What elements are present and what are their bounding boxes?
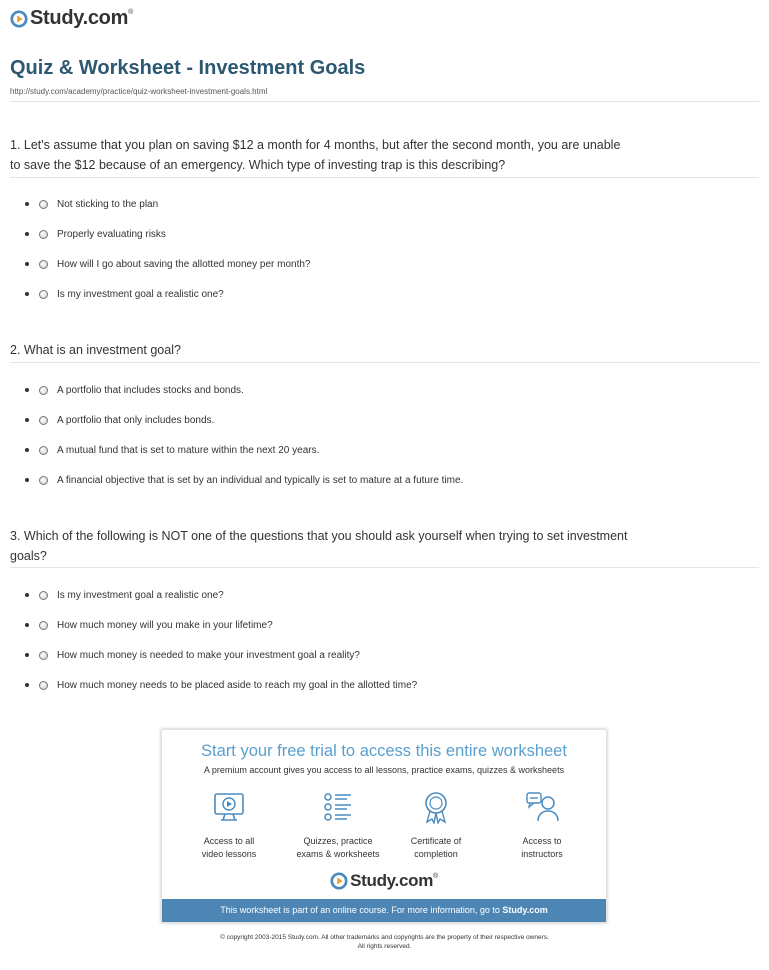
question-2-options — [25, 375, 463, 495]
radio-button-icon[interactable] — [39, 621, 48, 630]
radio-button-icon[interactable] — [39, 476, 48, 485]
question-1: 1. Let's assume that you plan on saving $12 a month for 4 months, but after the second month, you are unable to save the $12 because of an emergency. Which type of investing trap is this describing? — [10, 138, 621, 172]
bullet-icon — [25, 262, 29, 266]
play-logo-icon — [330, 872, 348, 890]
feature-instructors — [487, 790, 597, 861]
divider — [10, 362, 759, 363]
answer-option[interactable]: A portfolio that only includes bonds. — [25, 405, 463, 435]
logo-text: Study.com® — [350, 871, 438, 890]
answer-option[interactable]: How much money will you make in your lifetime? — [25, 610, 417, 640]
study-logo[interactable] — [10, 7, 133, 30]
radio-button-icon[interactable] — [39, 290, 48, 299]
bullet-icon — [25, 478, 29, 482]
radio-button-icon[interactable] — [39, 260, 48, 269]
bullet-icon — [25, 623, 29, 627]
bullet-icon — [25, 418, 29, 422]
study-link[interactable]: Study.com — [502, 905, 548, 915]
instructor-icon — [525, 790, 559, 824]
bullet-icon — [25, 292, 29, 296]
feature-quizzes — [283, 790, 393, 861]
answer-option[interactable]: A mutual fund that is set to mature within the next 20 years. — [25, 435, 463, 465]
answer-option[interactable]: Not sticking to the plan — [25, 189, 310, 219]
free-trial-promo — [161, 729, 607, 923]
radio-button-icon[interactable] — [39, 446, 48, 455]
radio-button-icon[interactable] — [39, 651, 48, 660]
video-lesson-icon — [212, 790, 246, 824]
answer-option[interactable]: A portfolio that includes stocks and bonds. — [25, 375, 463, 405]
feature-label: Certificate of completion — [410, 836, 462, 859]
radio-button-icon[interactable] — [39, 230, 48, 239]
divider — [10, 177, 759, 178]
answer-option[interactable]: Is my investment goal a realistic one? — [25, 279, 310, 309]
divider — [10, 101, 759, 102]
bullet-icon — [25, 683, 29, 687]
answer-option[interactable]: How will I go about saving the allotted money per month? — [25, 249, 310, 279]
copyright-line: All rights reserved. — [357, 943, 412, 950]
bullet-icon — [25, 448, 29, 452]
question-2: 2. What is an investment goal? — [10, 343, 181, 357]
question-3-options — [25, 580, 417, 700]
bullet-icon — [25, 232, 29, 236]
feature-label: Access to instructors — [521, 836, 563, 859]
feature-label: Access to all video lessons — [201, 836, 257, 859]
course-info-text: This worksheet is part of an online course. For more information, go to — [220, 905, 500, 915]
radio-button-icon[interactable] — [39, 200, 48, 209]
answer-option[interactable]: Properly evaluating risks — [25, 219, 310, 249]
play-logo-icon — [10, 10, 28, 28]
promo-title[interactable]: Start your free trial to access this entire worksheet — [201, 742, 567, 760]
page-url[interactable]: http://study.com/academy/practice/quiz-worksheet-investment-goals.html — [10, 87, 268, 96]
radio-button-icon[interactable] — [39, 386, 48, 395]
promo-study-logo[interactable] — [162, 871, 606, 891]
copyright — [0, 933, 769, 951]
page-title: Quiz & Worksheet - Investment Goals — [10, 57, 366, 79]
quiz-list-icon — [321, 790, 355, 824]
answer-option[interactable]: A financial objective that is set by an individual and typically is set to mature at a future time. — [25, 465, 463, 495]
course-info-bar — [162, 899, 606, 922]
answer-option[interactable]: How much money needs to be placed aside to reach my goal in the allotted time? — [25, 670, 417, 700]
logo-text: Study.com® — [30, 7, 133, 29]
answer-option[interactable]: Is my investment goal a realistic one? — [25, 580, 417, 610]
question-1-options — [25, 189, 310, 309]
promo-subtitle: A premium account gives you access to all lessons, practice exams, quizzes & worksheets — [203, 765, 565, 775]
bullet-icon — [25, 653, 29, 657]
answer-option[interactable]: How much money is needed to make your investment goal a reality? — [25, 640, 417, 670]
radio-button-icon[interactable] — [39, 681, 48, 690]
bullet-icon — [25, 202, 29, 206]
question-3: 3. Which of the following is NOT one of the questions that you should ask yourself when trying to set investment goals? — [10, 529, 628, 563]
radio-button-icon[interactable] — [39, 591, 48, 600]
feature-certificate — [381, 790, 491, 861]
feature-video-lessons — [174, 790, 284, 861]
certificate-icon — [419, 790, 453, 824]
copyright-line: © copyright 2003-2015 Study.com. All other trademarks and copyrights are the property of their respective owners. — [220, 934, 549, 941]
bullet-icon — [25, 388, 29, 392]
bullet-icon — [25, 593, 29, 597]
radio-button-icon[interactable] — [39, 416, 48, 425]
divider — [10, 567, 759, 568]
feature-label: Quizzes, practice exams & worksheets — [296, 836, 380, 859]
